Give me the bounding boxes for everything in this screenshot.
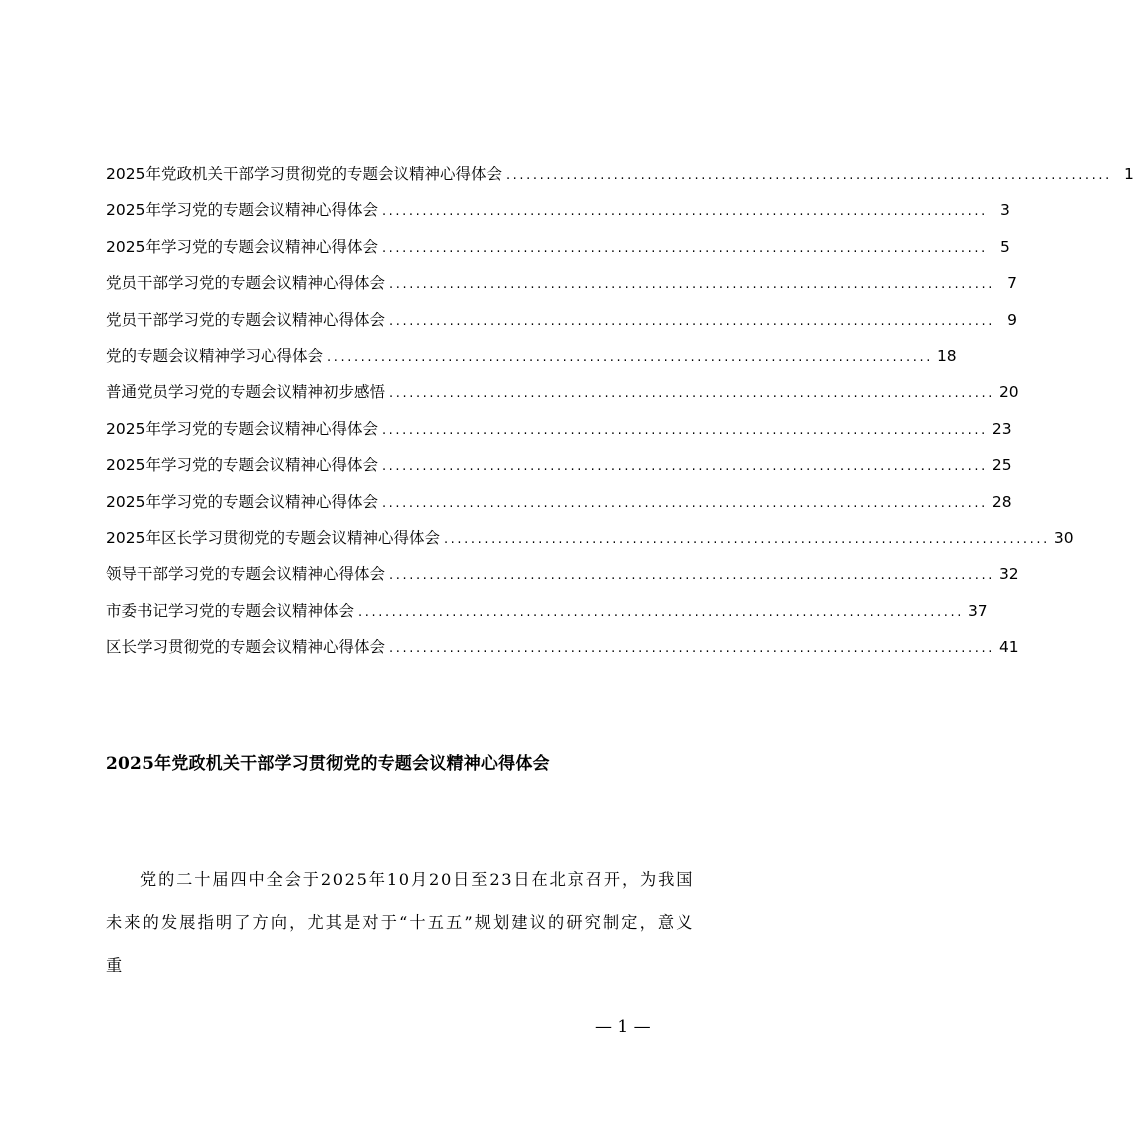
toc-entry[interactable] [106, 341, 957, 377]
toc-entry[interactable] [106, 632, 1019, 668]
toc-entry-page: 5 [1000, 237, 1010, 256]
toc-entry-title: 2025年区长学习贯彻党的专题会议精神心得体会 [106, 528, 440, 547]
toc-leader-dots: .......................................................................................... [381, 495, 988, 511]
toc-entry[interactable] [106, 559, 1019, 595]
toc-leader-dots: .......................................................................................... [381, 204, 988, 220]
toc-leader-dots: .......................................................................................... [443, 531, 1050, 547]
toc-entry-page: 20 [998, 383, 1019, 402]
toc-entry-title: 党员干部学习党的专题会议精神心得体会 [106, 274, 386, 293]
toc-entry[interactable] [106, 305, 1017, 341]
toc-entry-page: 18 [936, 346, 957, 365]
toc-entry-title: 市委书记学习党的专题会议精神体会 [106, 601, 355, 620]
toc-entry-title: 2025年学习党的专题会议精神心得体会 [106, 201, 378, 220]
article-paragraph: 党的二十届四中全会于2025年10月20日至23日在北京召开，为我国未来的发展指明了方向，尤其是对于“十五五”规划建议的研究制定，意义重 [106, 870, 694, 975]
page-number: — 1 — [595, 1017, 651, 1037]
toc-entry-page: 1 [1124, 165, 1134, 183]
toc-entry-title: 2025年学习党的专题会议精神心得体会 [106, 456, 378, 475]
toc-leader-dots: .......................................................................................... [381, 422, 988, 438]
toc-entry[interactable] [106, 450, 1012, 486]
toc-leader-dots: .......................................................................................... [389, 313, 995, 329]
toc-entry-page: 7 [1007, 274, 1017, 293]
toc-leader-dots: .......................................................................................... [327, 349, 933, 365]
toc-entry[interactable] [106, 377, 1019, 413]
toc-entry-page: 32 [998, 565, 1019, 584]
toc-entry-page: 23 [991, 419, 1012, 438]
toc-entry[interactable] [106, 232, 1010, 268]
article-heading: 2025年党政机关干部学习贯彻党的专题会议精神心得体会 [106, 754, 550, 774]
toc-entry[interactable] [106, 487, 1012, 523]
toc-entry-title: 2025年学习党的专题会议精神心得体会 [106, 419, 378, 438]
toc-entry[interactable] [106, 596, 988, 632]
toc-leader-dots: .......................................................................................... [381, 459, 988, 475]
toc-entry[interactable] [106, 268, 1017, 304]
toc-leader-dots: .......................................................................................... [505, 168, 1112, 183]
table-of-contents [106, 159, 1134, 668]
toc-entry-title: 领导干部学习党的专题会议精神心得体会 [106, 565, 386, 584]
toc-entry-title: 党员干部学习党的专题会议精神心得体会 [106, 310, 386, 329]
toc-entry-page: 28 [991, 492, 1012, 511]
toc-entry-page: 30 [1053, 528, 1074, 547]
toc-entry-page: 9 [1007, 310, 1017, 329]
toc-entry-title: 2025年学习党的专题会议精神心得体会 [106, 237, 378, 256]
toc-entry[interactable] [106, 159, 1134, 195]
toc-entry-page: 41 [998, 638, 1019, 657]
toc-leader-dots: .......................................................................................... [389, 568, 995, 584]
toc-leader-dots: .......................................................................................... [381, 240, 988, 256]
toc-entry-title: 党的专题会议精神学习心得体会 [106, 346, 324, 365]
toc-leader-dots: .......................................................................................... [389, 277, 995, 293]
toc-entry-title: 2025年学习党的专题会议精神心得体会 [106, 492, 378, 511]
toc-entry-page: 25 [991, 456, 1012, 475]
toc-entry-title: 区长学习贯彻党的专题会议精神心得体会 [106, 638, 386, 657]
toc-entry-page: 3 [1000, 201, 1010, 220]
toc-entry-page: 37 [967, 601, 988, 620]
toc-leader-dots: .......................................................................................... [358, 604, 964, 620]
toc-entry-title: 普通党员学习党的专题会议精神初步感悟 [106, 383, 386, 402]
toc-entry[interactable] [106, 523, 1074, 559]
toc-leader-dots: .......................................................................................... [389, 386, 995, 402]
toc-entry[interactable] [106, 414, 1012, 450]
toc-entry[interactable] [106, 195, 1010, 231]
toc-leader-dots: .......................................................................................... [389, 641, 995, 657]
toc-entry-title: 2025年党政机关干部学习贯彻党的专题会议精神心得体会 [106, 165, 502, 183]
